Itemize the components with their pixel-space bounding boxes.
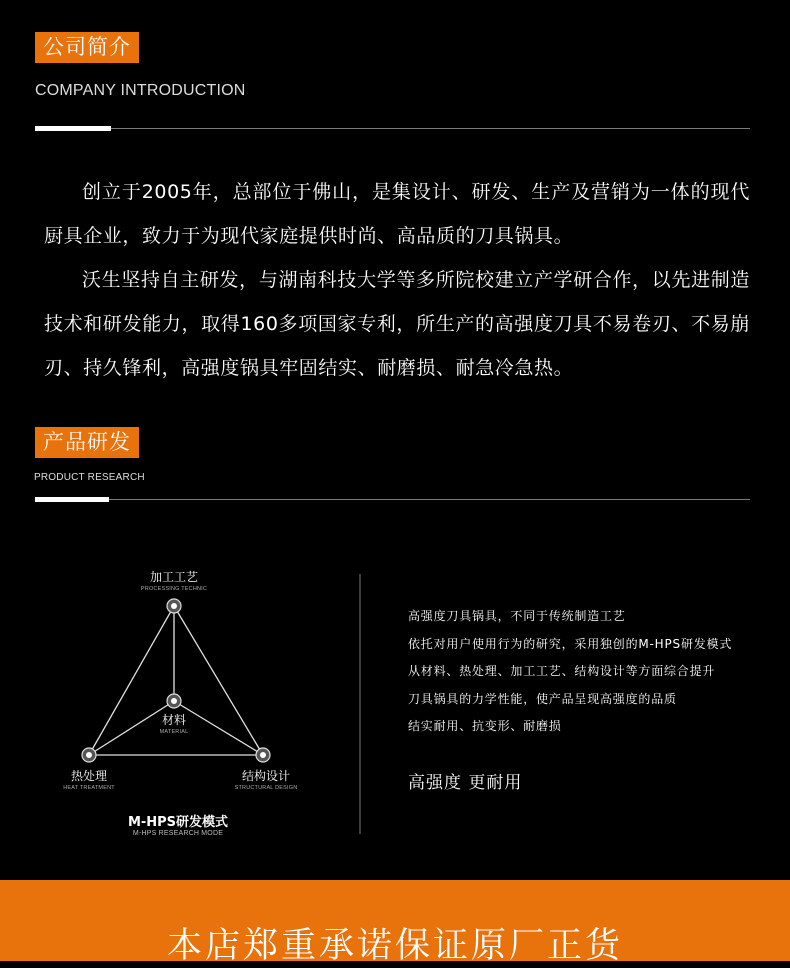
node-top-sub: PROCESSING TECHNIC [140, 586, 208, 592]
description-line-3: 从材料、热处理、加工工艺、结构设计等方面综合提升 [408, 664, 716, 678]
diagram-edge-right-center [174, 701, 263, 755]
diagram-node-right [256, 748, 270, 762]
footer-guarantee-text: 本店郑重承诺保证原厂正货 [166, 926, 623, 966]
diagram-edge-left-center [89, 701, 174, 755]
node-left-label: 热处理 [70, 769, 107, 783]
description-line-1: 高强度刀具锅具，不同于传统制造工艺 [408, 609, 626, 623]
mode-title: M-HPS研发模式 [127, 815, 229, 830]
company-subtitle: COMPANY INTRODUCTION [35, 82, 246, 99]
node-left-sub: HEAT TREATMENT [63, 785, 115, 791]
diagram-node-center [167, 694, 181, 708]
diagram-node-left [82, 748, 96, 762]
company-title-badge: 公司简介 [35, 32, 139, 63]
research-description [408, 603, 732, 741]
description-line-4: 刀具锅具的力学性能，使产品呈现高强度的品质 [408, 691, 677, 706]
footer-banner [0, 880, 790, 966]
research-tagline: 高强度 更耐用 [408, 773, 523, 793]
node-center-label: 材料 [161, 713, 186, 727]
node-right-label: 结构设计 [241, 769, 290, 783]
node-right-sub: STRUCTURAL DESIGN [234, 785, 298, 791]
description-line-5: 结实耐用、抗变形、耐磨损 [408, 719, 562, 733]
diagram-node-top [167, 599, 181, 613]
company-paragraph-2: 沃生坚持自主研发，与湖南科技大学等多所院校建立产学研合作，以先进制造技术和研发能力，取得160多项国家专利，所生产的高强度刀具不易卷刃、不易崩刃、持久锋利，高强度锅具牢固结实、耐磨损、耐急冷急热。 [44, 269, 750, 379]
research-title-badge: 产品研发 [35, 427, 139, 458]
node-center-sub: MATERIAL [159, 729, 189, 735]
company-paragraph-1: 创立于2005年，总部位于佛山，是集设计、研发、生产及营销为一体的现代厨具企业，致力于为现代家庭提供时尚、高品质的刀具锅具。 [44, 181, 750, 247]
node-top-label: 加工工艺 [149, 570, 198, 584]
research-subtitle: PRODUCT RESEARCH [34, 472, 145, 483]
description-line-2: 依托对用户使用行为的研究，采用独创的M-HPS研发模式 [408, 636, 733, 651]
mode-sub: M-HPS RESEARCH MODE [132, 830, 224, 837]
